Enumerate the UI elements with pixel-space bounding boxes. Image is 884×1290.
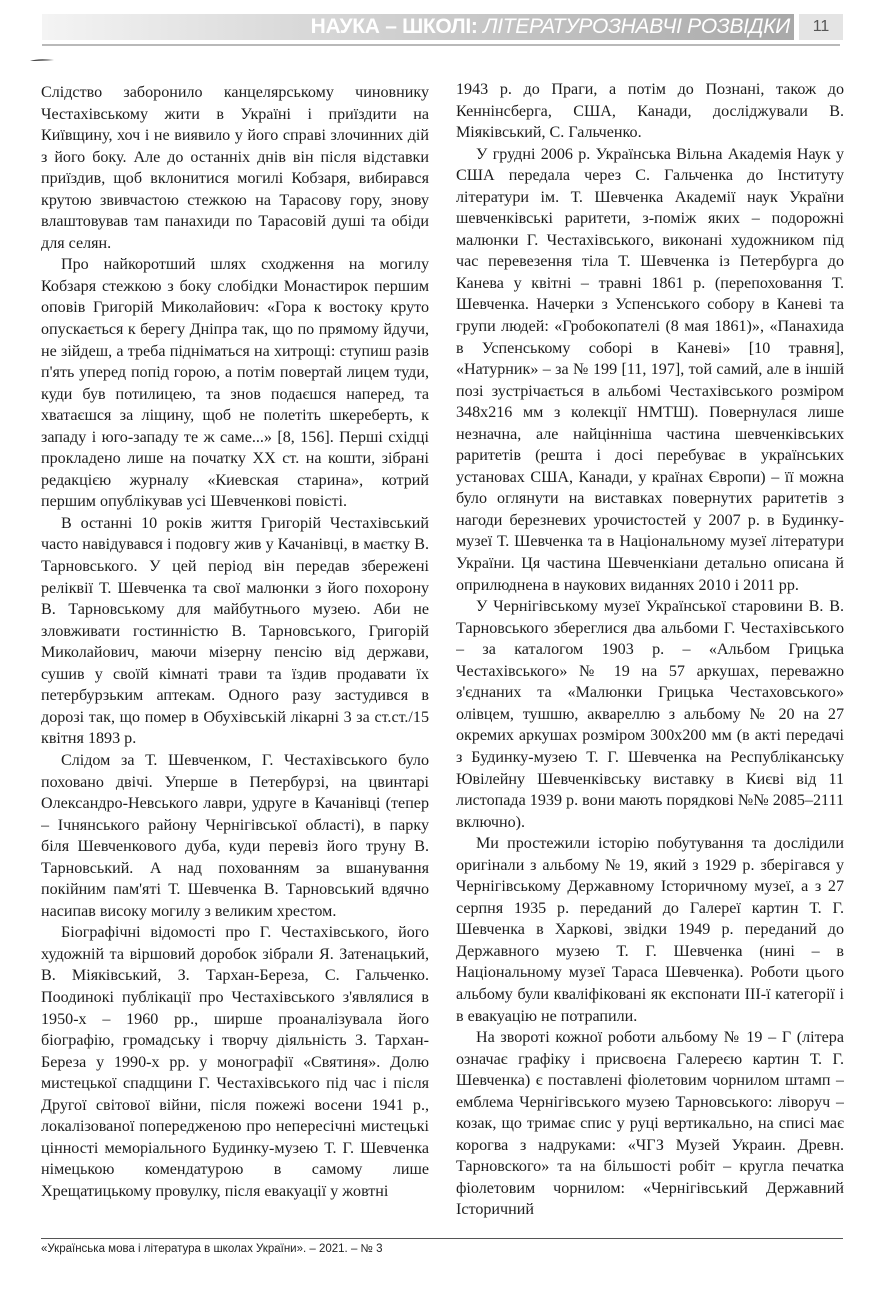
quill-ornament-icon (30, 58, 54, 64)
section-title-bold: НАУКА – ШКОЛІ: (310, 15, 478, 38)
paragraph: У грудні 2006 р. Українська Вільна Академія Наук у США передала через С. Гальченка до Інституту літератури ім. Т. Шевченка Академії наук України шевченківські раритети, з-поміж яких – подорожні малюнки Г. Честахівського, виконані художником під час перевезення тіла Т. Шевченка із Петербурга до Канева у квітні – травні 1861 р. (перепоховання Т. Шевченка. Начерки з Успенського собору в Каневі та групи людей: «Гробокопателі (8 мая 1861)», «Панахида в Успенському соборі в Каневі» [10 травня], «Натурник» – за № 199 [11, 197], той самий, але в іншій позі зустрічається в альбомі Честахівського розміром 348х216 мм з колекції НМТШ). Повернулася лише незначна, але найцінніша частина шевченківських раритетів (решта і досі перебуває в українських установах США, Канади, у країнах Європи) – її можна було оглянути на виставках повернутих раритетів з нагоди березневих урочистостей у 2007 р. в Будинку-музеї Т. Шевченка та в Національному музеї літератури України. Ця частина Шевченкіани детально описана й оприлюднена в наукових виданнях 2010 і 2011 рр. (456, 145, 844, 594)
paragraph: В останні 10 років життя Григорій Честахівський часто навідувався і подовгу жив у Качанівці, в маєтку В. Тарновського. У цей період він передав збережені реліквії Т. Шевченка та свої малюнки з його похорону В. Тарновському для майбутнього музею. Аби не зловживати гостинністю В. Тарновського, Григорій Миколайович, маючи мізерну пенсію від держави, сушив у своїй кімнаті трави та їздив продавати їх петербурзьким аптекам. Одного разу застудився в дорозі так, що помер в Обухівській лікарні 3 за ст.ст./15 квітня 1893 р. (41, 514, 429, 748)
left-column (41, 82, 429, 1234)
paragraph: На звороті кожної роботи альбому № 19 – Г (літера означає графіку і присвоєна Галереєю картин Т. Г. Шевченка) є поставлені фіолетовим чорнилом штамп – емблема Чернігівського музею Тарновського: ліворуч – козак, що тримає спис у руці вертикально, на списі має корогва з надруками: «ЧГЗ Музей Украин. Древн. Тарновского» та на більшості робіт – кругла печатка фіолетовим чорнилом: «Чернігівський Державний Історичний (456, 1029, 844, 1219)
section-title (311, 12, 790, 42)
paragraph: Слідство заборонило канцелярському чиновнику Честахівському жити в Україні і приїздити на Київщину, хоч і не виявило у його справі злочинних дій з його боку. Але до останніх днів він після відставки приїздив, щоб вклонитися могилі Кобзаря, вибирався крутою звивчастою стежкою на Тарасову гору, знову влаштовував там панахиди по Тарасовій душі та обіди для селян. (41, 84, 429, 252)
footer-rule (41, 1238, 843, 1239)
header-rule (42, 44, 840, 46)
paragraph: 1943 р. до Праги, а потім до Познані, також до Кеннінсберга, США, Канади, досліджували В. Міяківський, С. Гальченко. (456, 81, 844, 142)
paragraph: Про найкоротший шлях сходження на могилу Кобзаря стежкою з боку слобідки Монастирок першим оповів Григорій Миколайович: «Гора к востоку круто опускається к берегу Дніпра так, що по прямому йдучи, не зійдеш, а треба підніматься на хитрощі: ступиш разів п'ять уперед попід горою, а потім повертай лицем туди, куди був потилицею, та знов подаєшся наперед, та хватаєшся за ліщину, щоб не полетіть шкереберть, к западу і юго-западу те ж саме...» [8, 156]. Перші східці прокладено лише на початку XX ст. на кошти, зібрані редакцією журналу «Киевская старина», котрий першим опублікував усі Шевченкові повісті. (41, 256, 429, 511)
journal-citation: «Українська мова і література в школах України». – 2021. – № 3 (41, 1243, 383, 1255)
right-column (456, 79, 844, 1231)
paragraph: Слідом за Т. Шевченком, Г. Честахівського було поховано двічі. Уперше в Петербурзі, на цвинтарі Олександро-Невського лаври, удруге в Качанівці (тепер – Ічнянського району Чернігівської області), в парку біля Шевченкового дуба, куди перевіз його труну В. Тарновський. А над похованням за вшанування покійним пам'яті Т. Шевченка В. Тарновський вдячно насипав високу могилу з великим хрестом. (41, 751, 429, 920)
paragraph: У Чернігівському музеї Української старовини В. В. Тарновського збереглися два альбоми Г. Честахівського – за каталогом 1903 р. – «Альбом Грицька Честахівського» № 19 на 57 аркушах, переважно з'єднаних та «Малюнки Грицька Честаховського» олівцем, тушшю, аквареллю з альбому № 20 на 27 окремих аркушах розміром 300х200 мм (в акті передачі з Будинку-музею Т. Г. Шевченка на Республіканську Ювілейну Шевченківську виставку в Києві від 11 листопада 1939 р. вони мають порядкові №№ 2085–2111 включно). (456, 598, 844, 831)
page-number: 11 (799, 14, 843, 40)
paragraph: Ми простежили історію побутування та дослідили оригінали з альбому № 19, який з 1929 р. зберігався у Чернігівському Державному Історичному музеї, а з 27 серпня 1935 р. переданий до Галереї картин Т. Г. Шевченка в Харкові, звідки 1949 р. переданий до Державного музею Т. Г. Шевченка (нині – в Національному музеї Тараса Шевченка). Роботи цього альбому були кваліфіковані як експонати III-ї категорії і в евакуацію не потрапили. (456, 835, 844, 1025)
paragraph: Біографічні відомості про Г. Честахівського, його художній та віршовий доробок зібрали Я. Затенацький, В. Міяківський, З. Тархан-Береза, С. Гальченко. Поодинокі публікації про Честахівського з'являлися в 1950-х – 1960 рр., ширше проаналізувала його біографію, громадську і творчу діяльність З. Тархан-Береза у 1990-х рр. у монографії «Святиня». Долю мистецької спадщини Г. Честахівського під час і після Другої світової війни, після пожежі восени 1941 р., локалізованої попередженою про непересічні мистецькі цінності меморіального Будинку-музею Т. Г. Шевченка німецькою комендатурою в самому лише Хрещатицькому провулку, після евакуації у жовтні (41, 924, 429, 1200)
section-title-italic: ЛІТЕРАТУРОЗНАВЧІ РОЗВІДКИ (477, 15, 790, 38)
